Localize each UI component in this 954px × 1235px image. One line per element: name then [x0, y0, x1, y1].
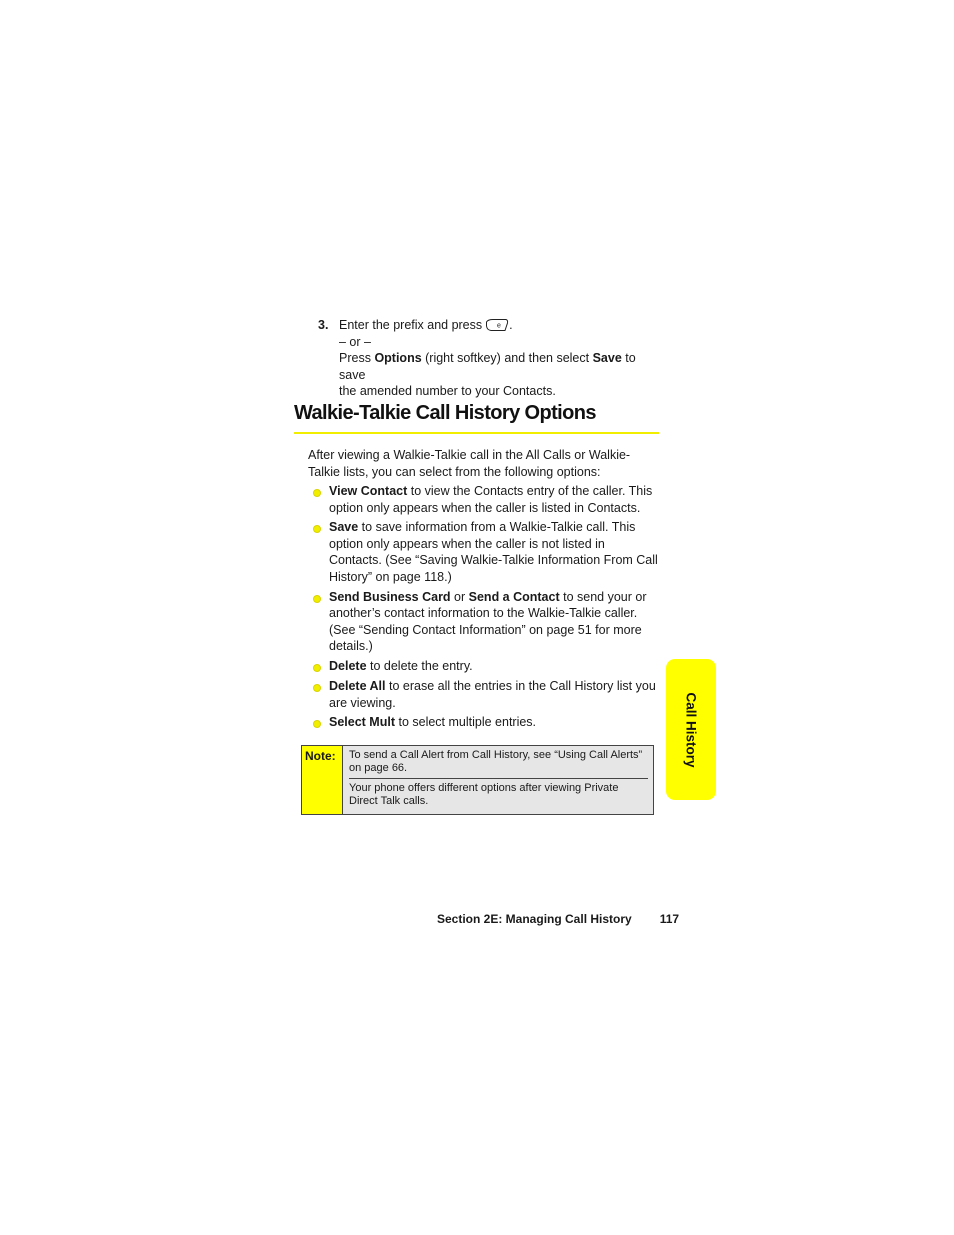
- step-line-3: [339, 350, 663, 383]
- option-name: Send Business Card: [329, 589, 451, 604]
- intro-paragraph: After viewing a Walkie-Talkie call in the All Calls or Walkie-Talkie lists, you can select from the following options:: [308, 448, 631, 479]
- side-tab: [666, 659, 716, 800]
- option-description: to view the Contacts entry of the caller. This option only appears when the caller is listed in Contacts.: [329, 484, 653, 515]
- bullet-icon: [313, 525, 321, 533]
- list-item: [312, 483, 660, 516]
- page-number: 117: [659, 912, 680, 926]
- list-item: [312, 519, 660, 585]
- option-name: Delete All: [329, 679, 386, 694]
- page-footer: [437, 912, 679, 926]
- end-call-key-icon: [485, 318, 509, 332]
- list-item: [312, 678, 660, 711]
- option-description: to send your or another’s contact information to the Walkie-Talkie caller. (See “Sending Contact Information” on page 51 for more details.): [329, 589, 647, 654]
- note-item: Your phone offers different options after viewing Private Direct Talk calls.: [349, 778, 648, 811]
- option-connector: or: [450, 589, 469, 604]
- step-line-1-text: Enter the prefix and press: [339, 318, 483, 332]
- bullet-icon: [313, 595, 321, 603]
- step-line-3-mid: (right softkey) and then select: [421, 351, 593, 365]
- step-line-4: the amended number to your Contacts.: [339, 384, 556, 398]
- options-list: [312, 483, 660, 734]
- option-name: Save: [329, 520, 359, 535]
- footer-section-title: Section 2E: Managing Call History: [437, 912, 632, 926]
- note-box: [301, 745, 654, 815]
- note-item: To send a Call Alert from Call History, see “Using Call Alerts” on page 66.: [349, 749, 643, 774]
- list-item: [312, 658, 660, 675]
- bullet-icon: [313, 720, 321, 728]
- step-line-3-post: to save: [339, 351, 636, 382]
- step-body: [339, 317, 663, 400]
- option-name-2: Send a Contact: [468, 589, 560, 604]
- options-label: Options: [374, 351, 422, 365]
- bullet-icon: [313, 684, 321, 692]
- save-label: Save: [592, 351, 622, 365]
- option-name: Select Mult: [329, 715, 395, 730]
- step-line-3-pre: Press: [339, 351, 375, 365]
- option-description: to erase all the entries in the Call History list you are viewing.: [329, 679, 656, 710]
- list-item: [312, 714, 660, 731]
- list-item: [312, 589, 660, 655]
- note-body: [343, 746, 653, 814]
- bullet-icon: [313, 664, 321, 672]
- step-3: [318, 317, 663, 400]
- option-description: to select multiple entries.: [395, 715, 537, 730]
- side-tab-label: Call History: [683, 691, 699, 768]
- note-label: Note:: [302, 746, 343, 814]
- option-name: Delete: [329, 659, 367, 674]
- step-line-1-end: .: [509, 318, 513, 332]
- or-separator: – or –: [339, 334, 371, 349]
- option-description: to save information from a Walkie-Talkie call. This option only appears when the caller is not listed in Contacts. (See “Saving Walkie-Talkie Information From Call History” on page 118.): [329, 520, 658, 584]
- step-line-1: [339, 317, 663, 334]
- option-description: to delete the entry.: [366, 659, 473, 674]
- svg-text:e: e: [497, 322, 502, 330]
- bullet-icon: [313, 489, 321, 497]
- step-number: 3.: [318, 318, 329, 332]
- option-name: View Contact: [329, 484, 408, 498]
- section-heading: Walkie-Talkie Call History Options: [294, 402, 659, 434]
